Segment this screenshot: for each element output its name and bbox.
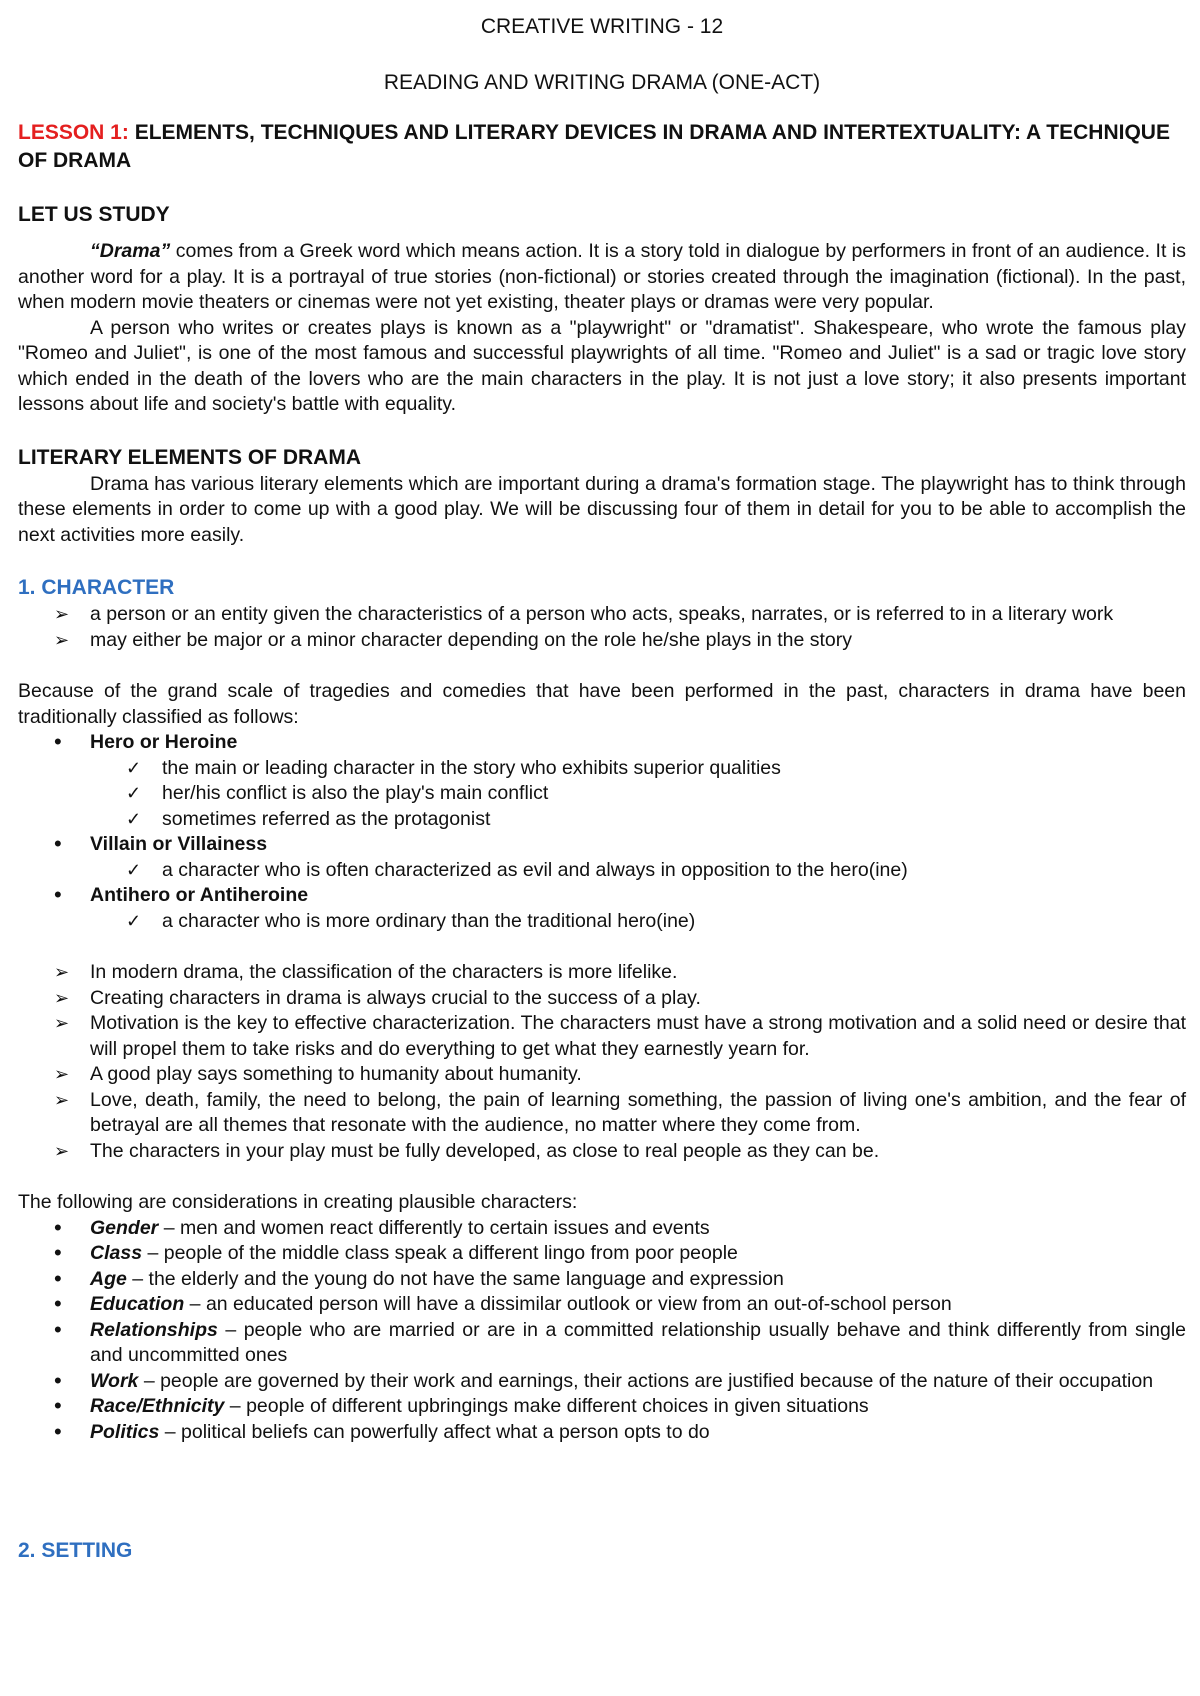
drama-term: “Drama”: [90, 240, 171, 262]
classification-intro: Because of the grand scale of tragedies and comedies that have been performed in the past, characters in drama have been traditionally classified as follows:: [18, 680, 1186, 728]
character-definition-list: [18, 602, 1186, 653]
list-item: ✓ the main or leading character in the story who exhibits superior qualities: [18, 756, 1186, 782]
list-item: ➢ may either be major or a minor character depending on the role he/she plays in the story: [18, 628, 1186, 654]
list-item: • Age – the elderly and the young do not have the same language and expression: [18, 1267, 1186, 1293]
lesson-heading: [18, 119, 1186, 175]
list-item: ➢ Motivation is the key to effective characterization. The characters must have a strong motivation and a solid need or desire that will propel them to take risks and do everything to get what they earnestly yearn for.: [18, 1011, 1186, 1062]
setting-heading: 2. SETTING: [18, 1539, 133, 1562]
list-item: • Relationships – people who are married or are in a committed relationship usually behave and think differently from single and uncommitted ones: [18, 1318, 1186, 1369]
list-item: ✓ a character who is more ordinary than the traditional hero(ine): [18, 909, 1186, 935]
character-notes-list: [18, 960, 1186, 1164]
list-item: ✓ her/his conflict is also the play's main conflict: [18, 781, 1186, 807]
lesson-title: ELEMENTS, TECHNIQUES AND LITERARY DEVICES IN DRAMA AND INTERTEXTUALITY: A TECHNIQUE OF DRAMA: [18, 121, 1170, 172]
list-item: ➢ A good play says something to humanity about humanity.: [18, 1062, 1186, 1088]
literary-elements-intro: Drama has various literary elements which are important during a drama's formation stage. The playwright has to think through these elements in order to come up with a good play. We will be discussing four of them in detail for you to be able to accomplish the next activities more easily.: [18, 472, 1186, 546]
considerations-intro: The following are considerations in creating plausible characters:: [18, 1191, 578, 1213]
list-item: ➢ In modern drama, the classification of the characters is more lifelike.: [18, 960, 1186, 986]
list-item: • Race/Ethnicity – people of different upbringings make different choices in given situations: [18, 1394, 1186, 1420]
list-item: ✓ sometimes referred as the protagonist: [18, 807, 1186, 833]
list-item: • Gender – men and women react differently to certain issues and events: [18, 1216, 1186, 1242]
list-item: • Education – an educated person will have a dissimilar outlook or view from an out-of-school person: [18, 1292, 1186, 1318]
list-item: ➢ a person or an entity given the characteristics of a person who acts, speaks, narrates, or is referred to in a literary work: [18, 602, 1186, 628]
list-item: [18, 832, 1186, 883]
list-item: ➢ Creating characters in drama is always crucial to the success of a play.: [18, 986, 1186, 1012]
list-item: ➢ Love, death, family, the need to belong, the pain of learning something, the passion of living one's ambition, and the fear of betrayal are all themes that resonate with the audience, no matter where they come from.: [18, 1088, 1186, 1139]
considerations-list: [18, 1216, 1186, 1446]
drama-definition-paragraph: “Drama” comes from a Greek word which means action. It is a story told in dialogue by performers in front of an audience. It is another word for a play. It is a portrayal of true stories (non-fictional) or stories created through the imagination (fictional). In the past, when modern movie theaters or cinemas were not yet existing, theater plays or dramas were very popular.: [18, 240, 1186, 313]
type-points: [18, 909, 1186, 935]
character-types-list: [18, 730, 1186, 934]
list-item: • Class – people of the middle class speak a different lingo from poor people: [18, 1241, 1186, 1267]
type-points: [18, 756, 1186, 833]
type-name: Villain or Villainess: [90, 833, 268, 855]
list-item: • Politics – political beliefs can powerfully affect what a person opts to do: [18, 1420, 1186, 1446]
type-points: [18, 858, 1186, 884]
playwright-paragraph: A person who writes or creates plays is known as a "playwright" or "dramatist". Shakespeare, who wrote the famous play "Romeo and Juliet", is one of the most famous and successful playwrights of all time. "Romeo and Juliet" is a sad or tragic love story which ended in the death of the lovers who are the main characters in the play. It is not just a love story; it also presents important lessons about life and society's battle with equality.: [18, 316, 1186, 415]
list-item: • Work – people are governed by their work and earnings, their actions are justified because of the nature of their occupation: [18, 1369, 1186, 1395]
unit-title: READING AND WRITING DRAMA (ONE-ACT): [383, 71, 821, 94]
list-item: [18, 730, 1186, 832]
list-item: ➢ The characters in your play must be fully developed, as close to real people as they can be.: [18, 1139, 1186, 1165]
character-heading: 1. CHARACTER: [18, 576, 175, 599]
type-name: Antihero or Antiheroine: [90, 884, 309, 906]
course-title: CREATIVE WRITING - 12: [480, 15, 724, 38]
list-item: ✓ a character who is often characterized as evil and always in opposition to the hero(ine): [18, 858, 1186, 884]
let-us-study-heading: LET US STUDY: [18, 203, 170, 226]
lesson-number: LESSON 1:: [18, 121, 129, 144]
list-item: [18, 883, 1186, 934]
literary-elements-heading: LITERARY ELEMENTS OF DRAMA: [18, 445, 362, 469]
type-name: Hero or Heroine: [90, 731, 238, 753]
